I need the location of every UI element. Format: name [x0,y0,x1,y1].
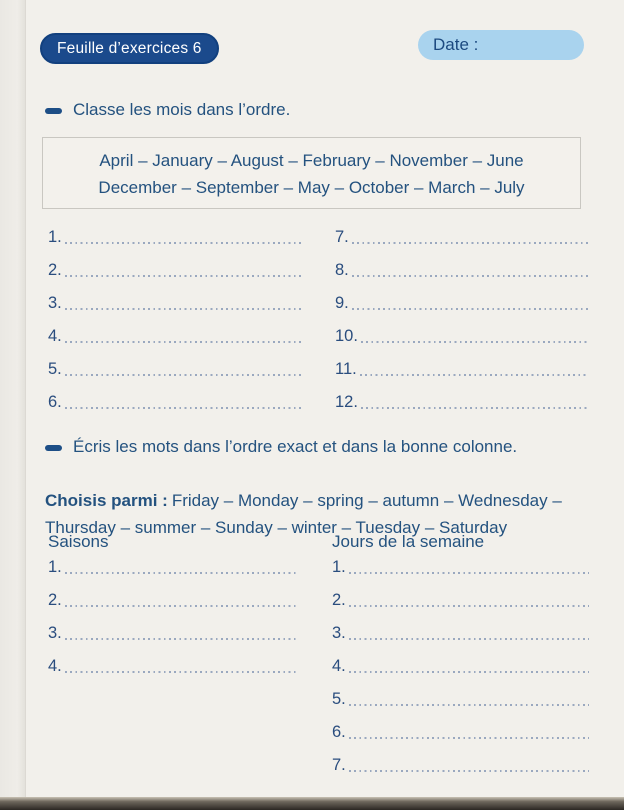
dotted-answer-line [65,308,302,310]
answer-line [48,657,298,676]
word-bank-line: December – September – May – October – March – July [98,178,525,197]
exercise1-instruction [45,100,290,120]
line-number: 8. [335,261,349,279]
dotted-answer-line [349,704,589,706]
answer-line [48,393,302,412]
line-number: 2. [332,591,346,609]
dotted-answer-line [361,407,588,409]
line-number: 4. [332,657,346,675]
dotted-answer-line [349,671,589,673]
dotted-answer-line [65,374,302,376]
answer-line [332,624,589,643]
dotted-answer-line [352,308,588,310]
dotted-answer-line [361,341,588,343]
answer-line [332,558,589,577]
seasons-column-header: Saisons [48,532,109,551]
line-number: 4. [48,327,62,345]
dotted-answer-line [65,671,298,673]
line-number: 1. [48,228,62,246]
exercise2-weekdays-column [332,558,589,789]
word-bank-line: April – January – August – February – November – June [99,151,524,170]
dotted-answer-line [352,242,588,244]
dotted-answer-line [65,242,302,244]
line-number: 5. [332,690,346,708]
answer-line [332,591,589,610]
line-number: 2. [48,261,62,279]
answer-line [335,360,588,379]
dotted-answer-line [349,572,589,574]
line-number: 9. [335,294,349,312]
dotted-answer-line [349,605,589,607]
dotted-answer-line [65,275,302,277]
line-number: 4. [48,657,62,675]
line-number: 6. [48,393,62,411]
exercise1-left-column [48,228,302,426]
photo-bottom-edge [0,797,624,810]
answer-line [332,756,589,775]
line-number: 11. [335,360,357,378]
answer-line [48,228,302,247]
line-number: 2. [48,591,62,609]
answer-line [335,228,588,247]
line-number: 12. [335,393,358,411]
answer-line [332,723,589,742]
exercise2-word-bank [45,487,597,541]
exercise2-instruction-text: Écris les mots dans l’ordre exact et dans la bonne colonne. [73,437,518,456]
dash-bullet-icon [45,445,62,451]
answer-line [332,690,589,709]
dotted-answer-line [65,638,298,640]
answer-line [48,261,302,280]
dotted-answer-line [65,341,302,343]
worksheet-title-badge: Feuille d’exercices 6 [40,33,219,64]
exercise1-word-bank-box [42,137,581,209]
dash-bullet-icon [45,108,62,114]
answer-line [48,327,302,346]
line-number: 3. [332,624,346,642]
answer-line [332,657,589,676]
dotted-answer-line [349,770,589,772]
answer-line [335,261,588,280]
answer-line [48,294,302,313]
line-number: 6. [332,723,346,741]
exercise1-instruction-text: Classe les mois dans l’ordre. [73,100,291,119]
line-number: 7. [332,756,346,774]
word-bank-text: Friday – Monday – spring – autumn – Wednesday – Thursday – summer – Sunday – winter – Tuesday – Saturday [45,491,562,537]
answer-line [48,558,298,577]
dotted-answer-line [65,572,298,574]
line-number: 7. [335,228,349,246]
line-number: 1. [332,558,346,576]
choose-label: Choisis parmi : [45,491,168,510]
exercise2-seasons-column [48,558,298,690]
dotted-answer-line [65,605,298,607]
exercise2-instruction [45,437,517,457]
answer-line [335,294,588,313]
date-field: Date : [418,30,584,60]
exercise1-right-column [335,228,588,426]
answer-line [335,327,588,346]
dotted-answer-line [65,407,302,409]
line-number: 3. [48,624,62,642]
line-number: 1. [48,558,62,576]
answer-line [48,360,302,379]
paper-left-edge [0,0,26,810]
line-number: 3. [48,294,62,312]
answer-line [48,624,298,643]
answer-line [335,393,588,412]
dotted-answer-line [352,275,588,277]
dotted-answer-line [360,374,588,376]
answer-line [48,591,298,610]
weekdays-column-header: Jours de la semaine [332,532,485,551]
dotted-answer-line [349,737,589,739]
line-number: 10. [335,327,358,345]
line-number: 5. [48,360,62,378]
dotted-answer-line [349,638,589,640]
